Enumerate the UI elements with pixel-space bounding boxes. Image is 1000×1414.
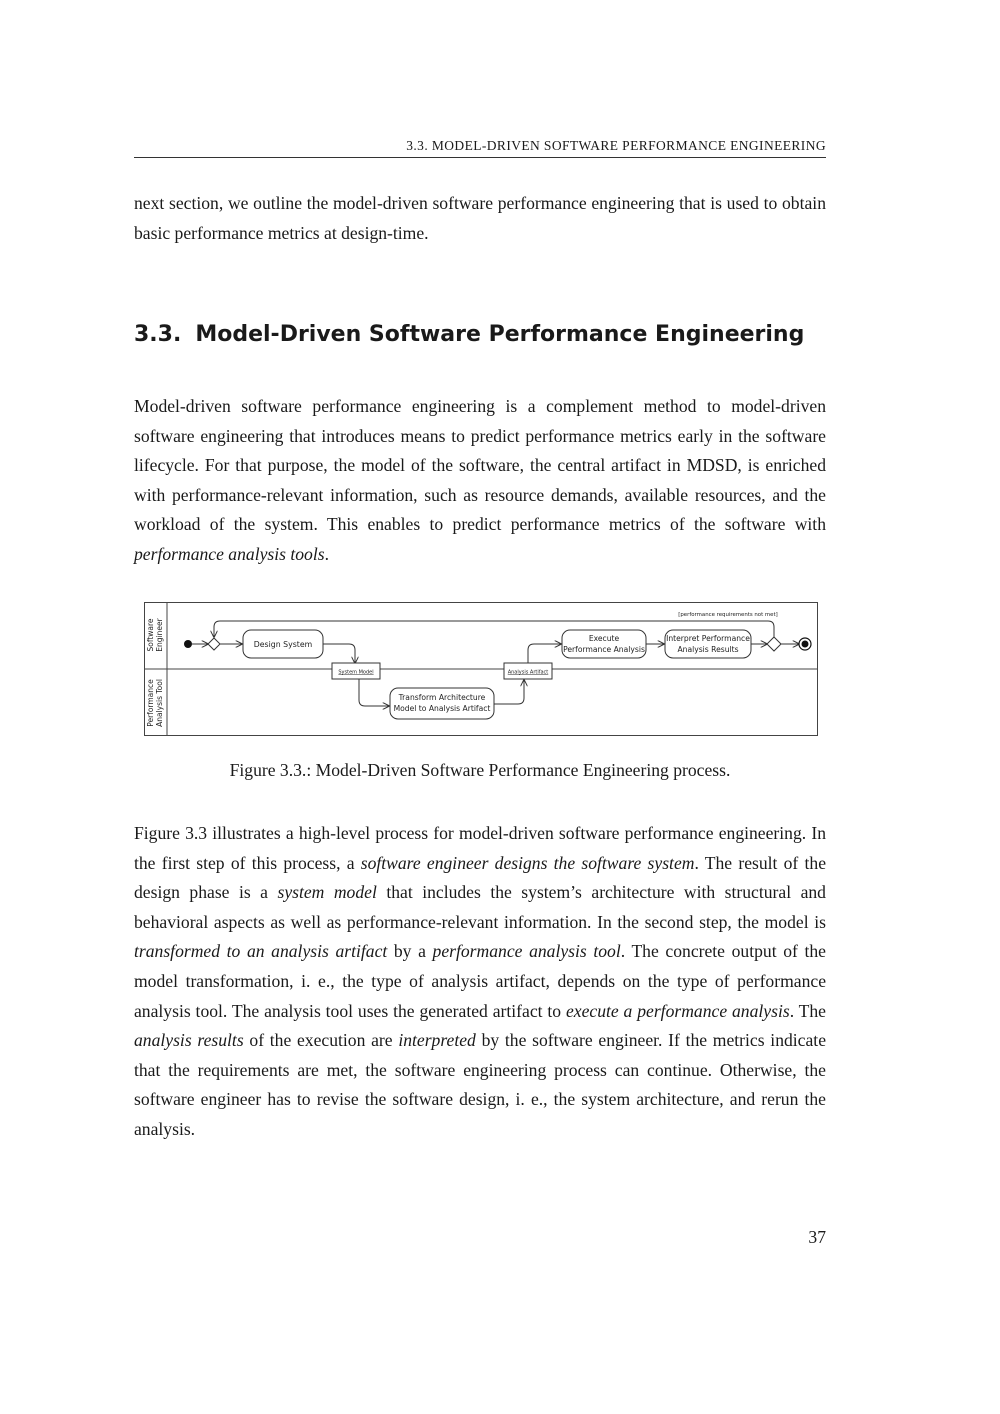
paragraph-1-end: . [324,543,329,564]
paragraph-2-text: Figure 3.3 illustrates a high-level process for model-driven software performance engineering. In the first step of this process, a [134,823,826,873]
system-model-label: System Model [338,669,374,676]
paragraph-1-emphasis: performance analysis tools [134,543,325,564]
section-number: 3.3. [134,322,182,347]
execute-label-line1: Execute [588,634,620,643]
paragraph-2-emphasis: transformed to an analysis artifact [134,941,388,962]
lane-2-label-line1: Performance [146,679,155,727]
paragraph-2-emphasis: performance analysis tool [432,941,621,962]
lane-2-label-line2: Analysis Tool [155,679,164,727]
paragraph-1 [134,392,826,570]
paragraph-2-text: by the software engineer. If the metrics indicate that the requirements are met, the software engineering process can continue. Otherwise, the software engineer has to revise the software design, i. e., the system architecture, and rerun the analysis. [134,1030,826,1139]
edge-transform-artifact [494,680,524,704]
paragraph-2-emphasis: execute a performance analysis [565,1000,790,1021]
interpret-label-line1: Interpret Performance [666,634,750,643]
merge-node [208,638,220,650]
paragraph-2 [134,819,826,1145]
lane-1-label-line2: Engineer [155,618,164,652]
paragraph-2-text: of the execution are [243,1030,399,1051]
paragraph-2-text: . The [789,1000,826,1021]
paragraph-2-emphasis: interpreted [398,1030,476,1051]
activity-diagram [144,602,818,736]
paragraph-2-emphasis: system model [277,882,377,903]
design-system-label: Design System [253,640,313,649]
execute-label-line2: Performance Analysis [563,645,645,654]
edge-design-system-model [323,644,355,663]
initial-node [184,640,192,648]
running-head: 3.3. MODEL-DRIVEN SOFTWARE PERFORMANCE ENGINEERING [134,137,826,158]
paragraph-2-text: by a [387,941,433,962]
activity-diagram-svg [144,602,818,736]
page-number: 37 [808,1227,826,1247]
paragraph-2-emphasis: software engineer designs the software system [360,852,695,873]
section-title: Model-Driven Software Performance Engineering [195,322,805,347]
paragraph-2-text: that includes the system’s architecture with structural and behavioral aspects as well as performance-relevant information. In the second step, the model is [134,882,826,932]
intro-paragraph: next section, we outline the model-driven software performance engineering that is used to obtain basic performance metrics at design-time. [134,193,826,243]
transform-label-line2: Model to Analysis Artifact [393,704,491,713]
section-heading [134,318,826,352]
interpret-label-line2: Analysis Results [677,645,739,654]
analysis-artifact-label: Analysis Artifact [507,669,549,676]
transform-label-line1: Transform Architecture [398,693,486,702]
guard-label: [performance requirements not met] [678,612,778,618]
paragraph-2-emphasis: analysis results [134,1030,244,1051]
edge-system-model-transform [359,679,389,706]
edge-artifact-execute [528,644,561,663]
paragraph-2-text: . The result of the design phase is a [134,852,827,903]
paragraph-1-text: Model-driven software performance engineering is a complement method to model-driven software engineering that introduces means to predict performance metrics early in the software lifecycle. For that purpose, the model of the software, the central artifact in MDSD, is enriched with performance-relevant information, such as resource demands, available resources, and the workload of the system. This enables to predict performance metrics of the software with [134,396,826,535]
lane-1-label-line1: Software [146,618,155,652]
final-node-core [802,641,809,648]
decision-node [767,637,781,651]
paragraph-2-text: . The concrete output of the model transformation, i. e., the type of analysis artifact, depends on the type of performance analysis tool. The analysis tool uses the generated artifact to [134,941,826,1021]
figure-caption: Figure 3.3.: Model-Driven Software Performance Engineering process. [229,760,731,780]
